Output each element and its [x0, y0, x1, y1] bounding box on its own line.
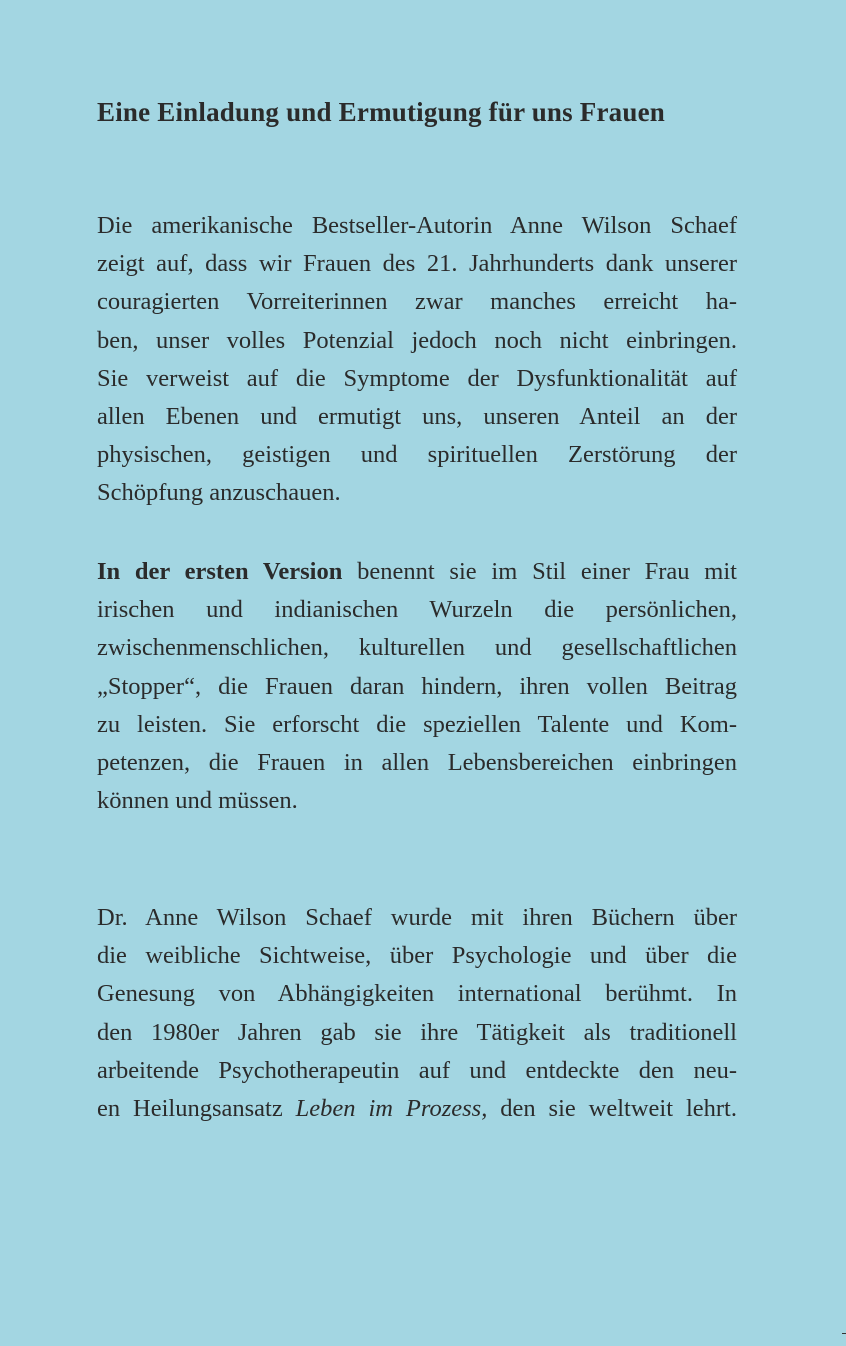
- text-line: Die amerikanische Bestseller-Autorin Anne Wilson Schaef: [97, 212, 737, 239]
- paragraph-author-bio: [97, 899, 737, 1128]
- bold-lead-text: In der ersten Version: [97, 558, 343, 585]
- text-line-lead: [97, 553, 737, 591]
- text-segment: den sie weltweit lehrt.: [487, 1095, 737, 1123]
- paragraph-intro: [97, 207, 737, 513]
- lead-rest-text: benennt sie im Stil einer Frau mit: [342, 558, 737, 585]
- text-line: allen Ebenen und ermutigt uns, unseren Anteil an der: [97, 403, 737, 431]
- italic-title-text: Leben im Prozess,: [295, 1095, 488, 1123]
- text-segment: en Heilungsansatz: [97, 1095, 296, 1123]
- text-line: können und müssen.: [97, 787, 298, 815]
- text-line: irischen und indianischen Wurzeln die persönlichen,: [97, 596, 737, 624]
- text-line: Schöpfung anzuschauen.: [97, 479, 341, 507]
- text-line: die weibliche Sichtweise, über Psychologie und über die: [97, 942, 737, 970]
- text-line: zwischenmenschlichen, kulturellen und gesellschaftlichen: [97, 634, 737, 662]
- text-line: Sie verweist auf die Symptome der Dysfunktionalität auf: [97, 364, 737, 392]
- page-heading: Eine Einladung und Ermutigung für uns Frauen: [97, 97, 665, 127]
- text-line: zeigt auf, dass wir Frauen des 21. Jahrhunderts dank unserer: [97, 250, 737, 278]
- text-line: den 1980er Jahren gab sie ihre Tätigkeit als traditionell: [97, 1018, 737, 1046]
- text-line: arbeitende Psychotherapeutin auf und entdeckte den neu-: [97, 1056, 737, 1084]
- text-line: zu leisten. Sie erforscht die speziellen Talente und Kom-: [97, 710, 737, 738]
- text-line: „Stopper“, die Frauen daran hindern, ihren vollen Beitrag: [97, 672, 737, 700]
- crop-mark: [842, 1333, 846, 1334]
- text-line: Dr. Anne Wilson Schaef wurde mit ihren Büchern über: [97, 904, 737, 931]
- text-line: Genesung von Abhängigkeiten international berühmt. In: [97, 980, 737, 1008]
- text-line-last: [97, 1090, 737, 1128]
- text-line: physischen, geistigen und spirituellen Zerstörung der: [97, 441, 737, 469]
- paragraph-first-version: [97, 553, 737, 820]
- text-line: ben, unser volles Potenzial jedoch noch nicht einbringen.: [97, 326, 737, 354]
- text-line: couragierten Vorreiterinnen zwar manches erreicht ha-: [97, 288, 737, 316]
- text-line: petenzen, die Frauen in allen Lebensbereichen einbringen: [97, 749, 737, 777]
